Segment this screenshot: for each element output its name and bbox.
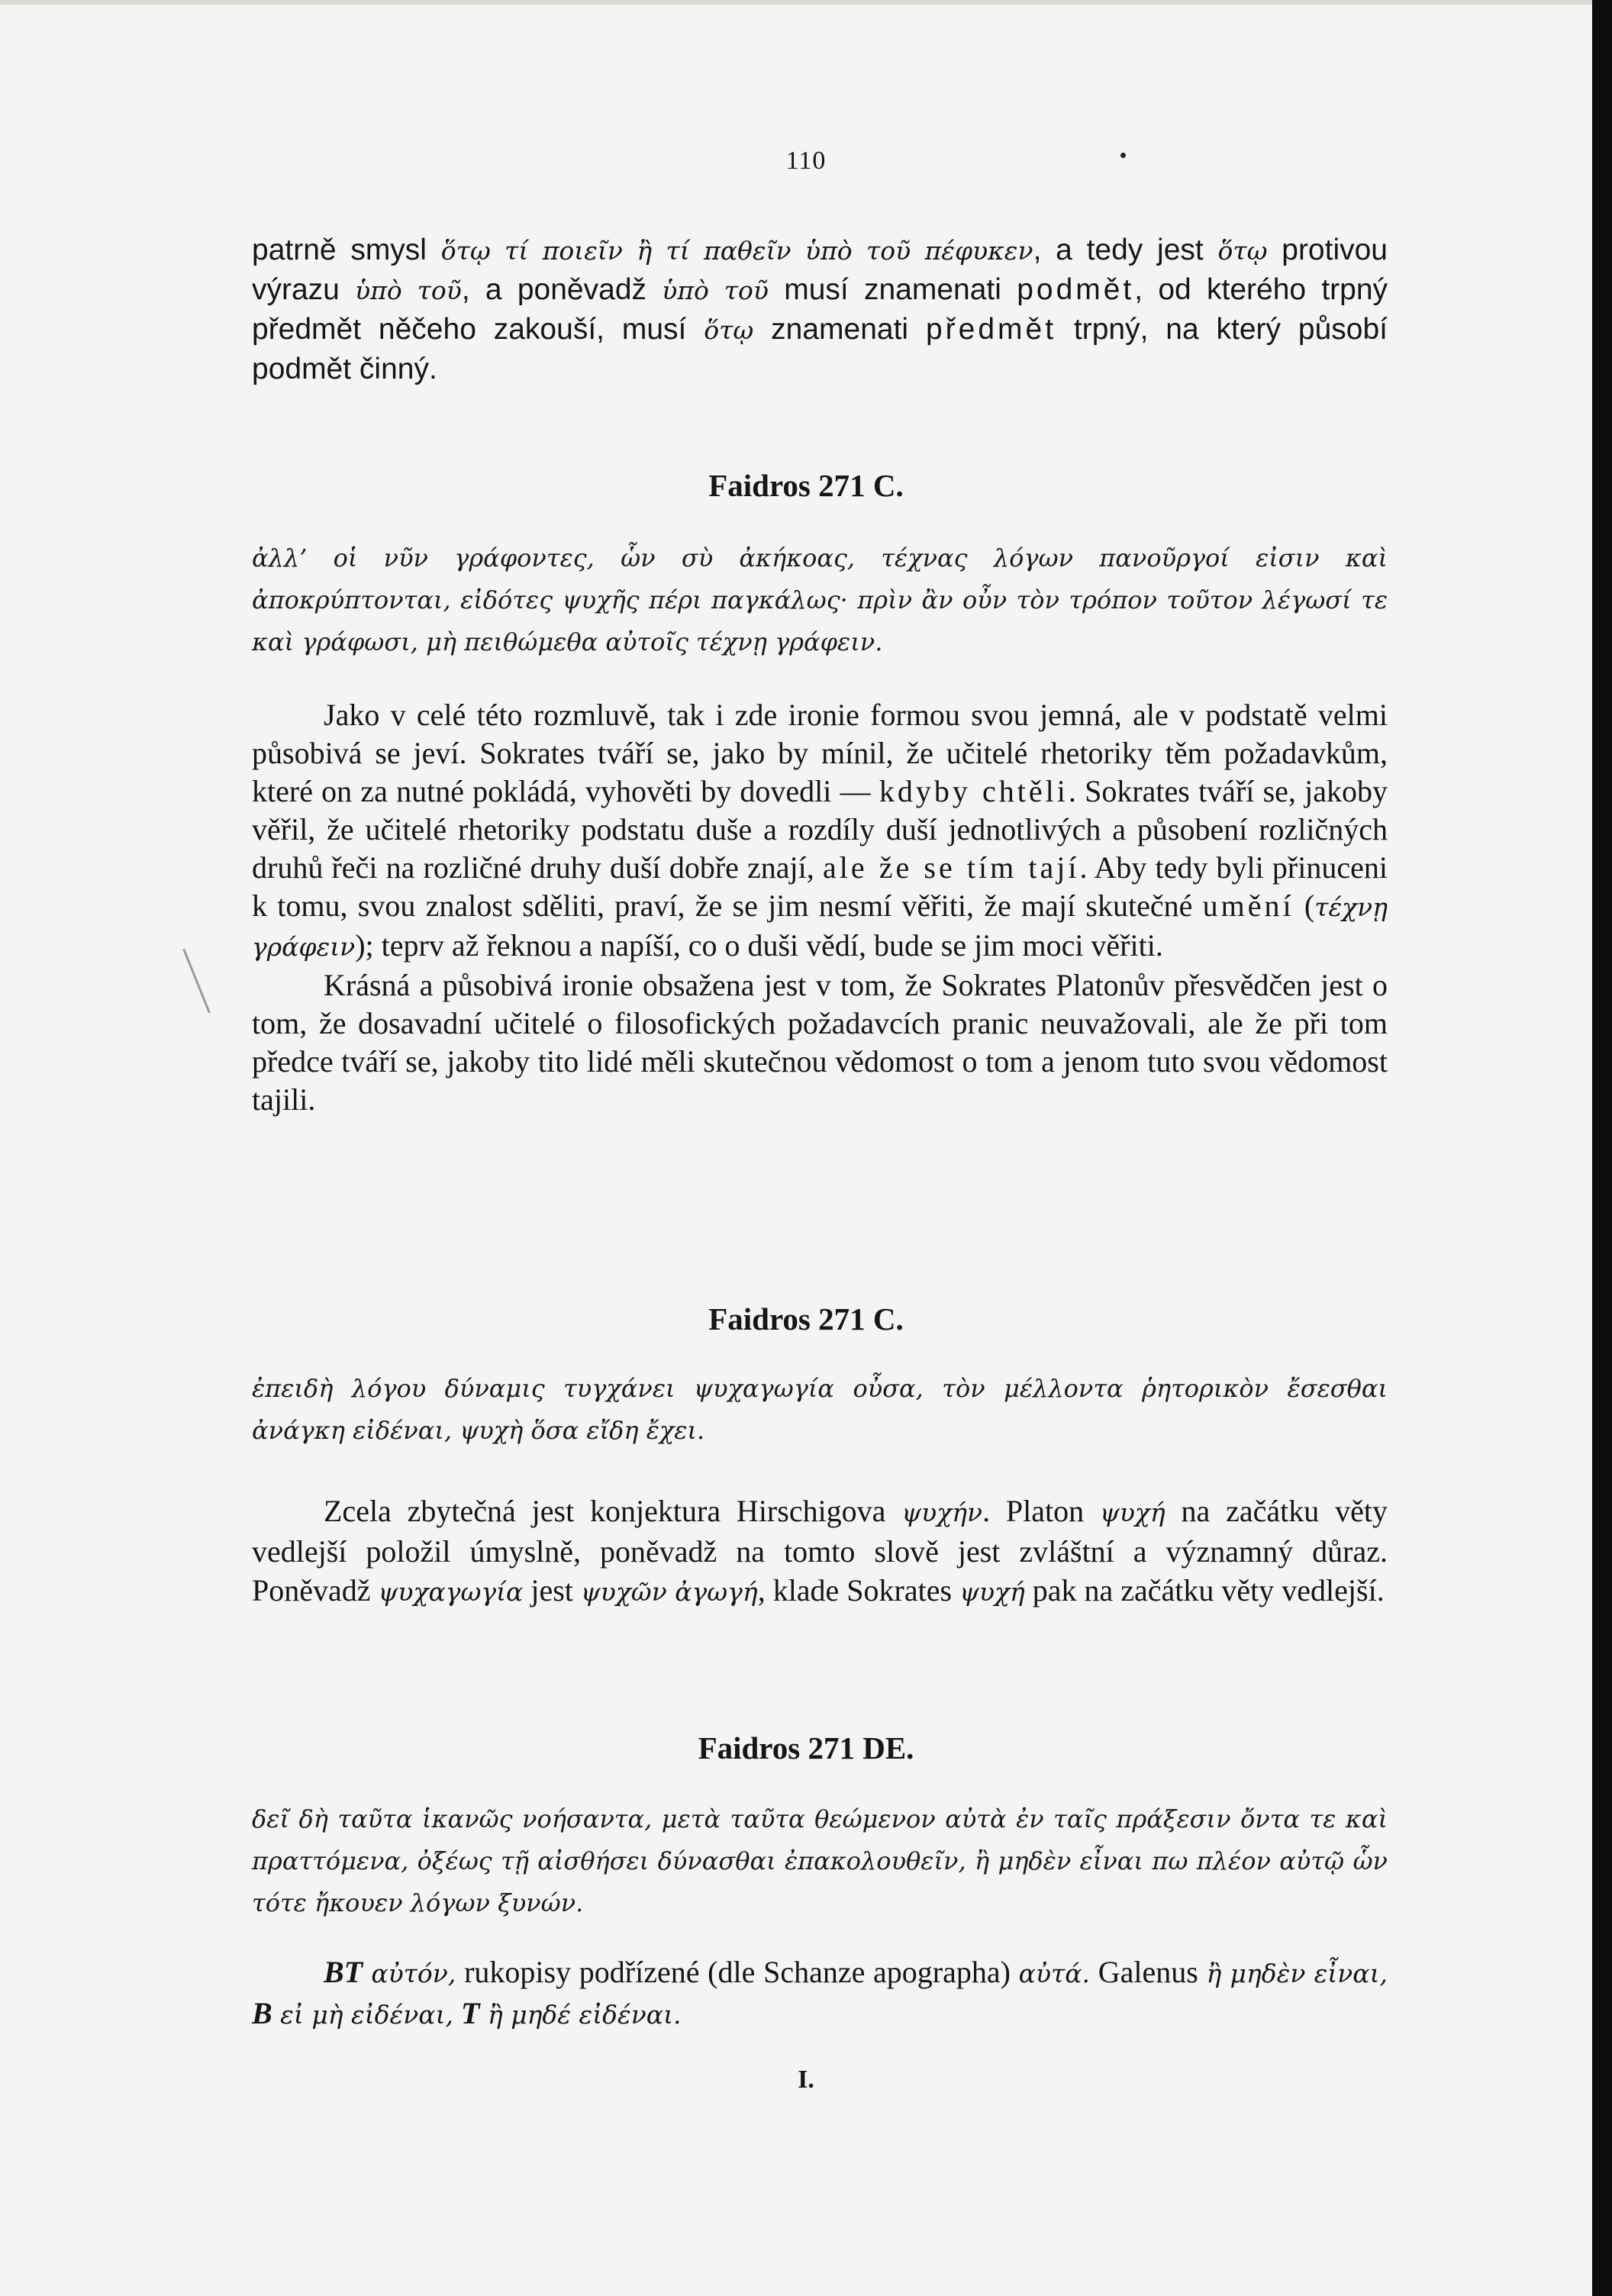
text-run: . Platon (982, 1494, 1100, 1528)
text-run: protivou výrazu (252, 234, 1388, 306)
section2-greek-block (252, 1368, 1388, 1452)
section-heading: Faidros 271 DE. (698, 1730, 914, 1766)
greek-word: ψυχή (959, 1577, 1025, 1607)
text-run: , a poněvadž (461, 273, 663, 306)
greek-word: ψυχαγωγία (378, 1577, 524, 1607)
greek-phrase: εἰ μὴ εἰδέναι, (272, 2000, 454, 2030)
greek-phrase: τέχνῃ γράφειν (252, 892, 1388, 962)
text-run: , od kterého trpný předmět něčeho zakouší, musí (252, 273, 1388, 346)
commentary-paragraph (252, 1953, 1388, 2035)
text-run: Zcela zbytečná jest konjektura Hirschigova (324, 1494, 902, 1528)
scan-top-edge (0, 0, 1612, 5)
greek-word: ὅτῳ (704, 315, 754, 345)
text-run: pak na začátku věty vedlejší. (1024, 1573, 1385, 1608)
section2-commentary (252, 1491, 1388, 1611)
margin-pencil-mark (182, 949, 210, 1014)
greek-word: αὐτά. (1018, 1959, 1091, 1988)
text-run: trpný, na který působí podmět činný. (252, 313, 1388, 385)
spaced-emphasis: podmět (1017, 273, 1135, 306)
spaced-emphasis: předmět (925, 313, 1057, 346)
text-run: znamenati (753, 313, 926, 346)
spaced-emphasis: umění (1202, 888, 1294, 923)
greek-phrase: ἢ μηδὲν εἶναι, (1206, 1959, 1388, 1988)
manuscript-siglum: BT (324, 1955, 363, 1989)
manuscript-siglum: T (453, 1996, 480, 2030)
greek-word: ψυχή (1099, 1498, 1165, 1527)
text-run: Jako v celé této rozmluvě, tak i zde ironie formou svou jemná, ale v podstatě velmi působivá se jeví. Sokrates tváří se, jako by mínil, že učitelé rhetoriky těm požadavkům, které on za nutné pokládá, vyhověti by dovedli — (252, 698, 1388, 808)
text-run: ); teprv až řeknou a napíší, co o duši vědí, bude se jim moci věřiti. (355, 928, 1163, 963)
text-run: , a tedy jest (1033, 234, 1218, 266)
section3-commentary (252, 1953, 1388, 2035)
spaced-emphasis: kdyby chtěli (879, 774, 1069, 808)
greek-word: ὑπὸ τοῦ (355, 276, 462, 305)
printer-signature: I. (798, 2065, 814, 2094)
greek-word: ψυχήν (901, 1498, 983, 1527)
commentary-paragraph (252, 696, 1388, 966)
greek-word: αὐτόν, (363, 1959, 456, 1988)
section1-commentary (252, 696, 1388, 1119)
text-run: . Sokrates tváří se, jakoby věřil, že učitelé rhetoriky podstatu duše a rozdíly duší jednotlivých a působení rozličných druhů řeči na rozličné druhy duší dobře znají, (252, 774, 1388, 885)
greek-phrase: ψυχῶν ἀγωγή (580, 1577, 758, 1607)
section-heading: Faidros 271 C. (708, 1301, 904, 1337)
greek-word: ὅτῳ (1217, 236, 1268, 266)
greek-quote: ὅτῳ τί ποιεῖν ἢ τί παθεῖν ὑπὸ τοῦ πέφυκεν (440, 236, 1033, 266)
manuscript-siglum: B (252, 1996, 272, 2030)
section-heading: Faidros 271 C. (708, 468, 904, 503)
text-run: ( (1294, 888, 1315, 923)
greek-citation: ἐπειδὴ λόγου δύναμις τυγχάνει ψυχαγωγία οὖσα, τὸν μέλλοντα ῥητορικὸν ἔσεσθαι ἀνάγκη εἰδέναι, ψυχὴ ὅσα εἴδη ἔχει. (252, 1374, 1388, 1445)
spaced-emphasis: ale že se tím tají (822, 850, 1080, 885)
commentary-paragraph (252, 1491, 1388, 1611)
greek-citation: ἀλλ’ οἱ νῦν γράφοντες, ὧν σὺ ἀκήκοας, τέχνας λόγων πανοῦργοί εἰσιν καὶ ἀποκρύπτονται, εἰδότες ψυχῆς πέρι παγκάλως· πρὶν ἂν οὖν τὸν τρόπον τοῦτον λέγωσί τε καὶ γράφωσι, μὴ πειθώμεθα αὐτοῖς τέχνῃ γράφειν. (252, 543, 1388, 656)
intro-paragraph (252, 231, 1388, 389)
text-run: . Aby tedy byli přinuceni k tomu, svou znalost sděliti, praví, že se jim nesmí věřiti, že mají skutečné (252, 850, 1388, 923)
greek-phrase: ἢ μηδέ εἰδέναι. (479, 2000, 682, 2030)
section3-greek-block (252, 1798, 1388, 1924)
intro-block (252, 231, 1388, 389)
text-run: na začátku věty vedlejší položil úmyslně, poněvadž na tomto slově jest zvláštní a významný důraz. Poněvadž (252, 1494, 1388, 1608)
commentary-paragraph: Krásná a působivá ironie obsažena jest v tom, že Sokrates Platonův přesvědčen jest o tom, že dosavadní učitelé o filosofických požadavcích pranic neuvažovali, ale že při tom předce tváří se, jakoby tito lidé měli skutečnou vědomost o tom a jenom tuto svou vědomost tajili. (252, 968, 1388, 1117)
page-number: 110 (785, 147, 827, 175)
text-run: rukopisy podřízené (dle Schanze apographa) (456, 1955, 1019, 1989)
text-run: , klade Sokrates (757, 1573, 960, 1608)
text-run: patrně smysl (252, 234, 441, 266)
greek-word: ὑπὸ τοῦ (662, 276, 769, 305)
greek-citation: δεῖ δὴ ταῦτα ἱκανῶς νοήσαντα, μετὰ ταῦτα θεώμενον αὐτὰ ἐν ταῖς πράξεσιν ὄντα τε καὶ πραττόμενα, ὀξέως τῇ αἰσθήσει δύνασθαι ἐπακολουθεῖν, ἢ μηδὲν εἶναι πω πλέον αὐτῷ ὧν τότε ἤκουεν λόγων ξυνών. (252, 1804, 1388, 1917)
text-run: musí znamenati (768, 273, 1017, 306)
text-run: jest (523, 1573, 581, 1608)
scan-right-border (1592, 0, 1612, 2296)
text-run: Galenus (1090, 1955, 1207, 1989)
section1-greek-block (252, 537, 1388, 663)
